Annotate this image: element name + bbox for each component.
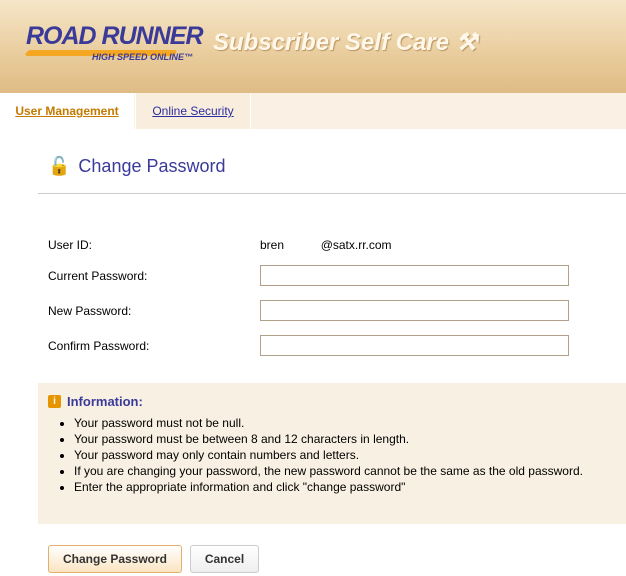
- list-item: • Your password must not be null.: [74, 415, 583, 431]
- info-heading-text: Information:: [67, 394, 143, 409]
- current-password-label: Current Password:: [48, 269, 148, 283]
- list-item: • If you are changing your password, the new password cannot be the same as the old password.: [74, 463, 583, 479]
- list-item: • Enter the appropriate information and click "change password": [74, 479, 583, 495]
- information-box: [38, 383, 626, 524]
- new-password-label: New Password:: [48, 304, 132, 318]
- road-runner-logo: [26, 22, 203, 62]
- info-heading: [48, 394, 143, 409]
- page-title: [48, 156, 226, 177]
- lock-wrench-icon: 🔓: [48, 156, 71, 176]
- tab-user-management[interactable]: User Management: [0, 93, 134, 129]
- app-title: [213, 28, 477, 57]
- tab-bar: [0, 93, 626, 129]
- page-title-text: Change Password: [78, 156, 226, 176]
- change-password-button[interactable]: Change Password: [48, 545, 182, 573]
- header-banner: [0, 0, 626, 93]
- tab-online-security[interactable]: Online Security: [135, 93, 251, 129]
- confirm-password-label: Confirm Password:: [48, 339, 150, 353]
- list-item: • Your password must be between 8 and 12 characters in length.: [74, 431, 583, 447]
- info-list: [38, 415, 583, 495]
- logo-text: ROAD RUNNER: [26, 22, 203, 50]
- user-id-value: bren @satx.rr.com: [260, 238, 392, 252]
- current-password-input[interactable]: [260, 265, 569, 286]
- logo-subtext: HIGH SPEED ONLINE™: [92, 52, 194, 62]
- new-password-input[interactable]: [260, 300, 569, 321]
- info-icon: i: [48, 395, 61, 408]
- divider: [38, 193, 626, 194]
- app-title-text: Subscriber Self Care: [213, 29, 450, 56]
- list-item: • Your password may only contain numbers and letters.: [74, 447, 583, 463]
- user-id-label: User ID:: [48, 238, 93, 252]
- confirm-password-input[interactable]: [260, 335, 569, 356]
- cancel-button[interactable]: Cancel: [190, 545, 259, 573]
- tools-icon: ⚒: [455, 29, 478, 56]
